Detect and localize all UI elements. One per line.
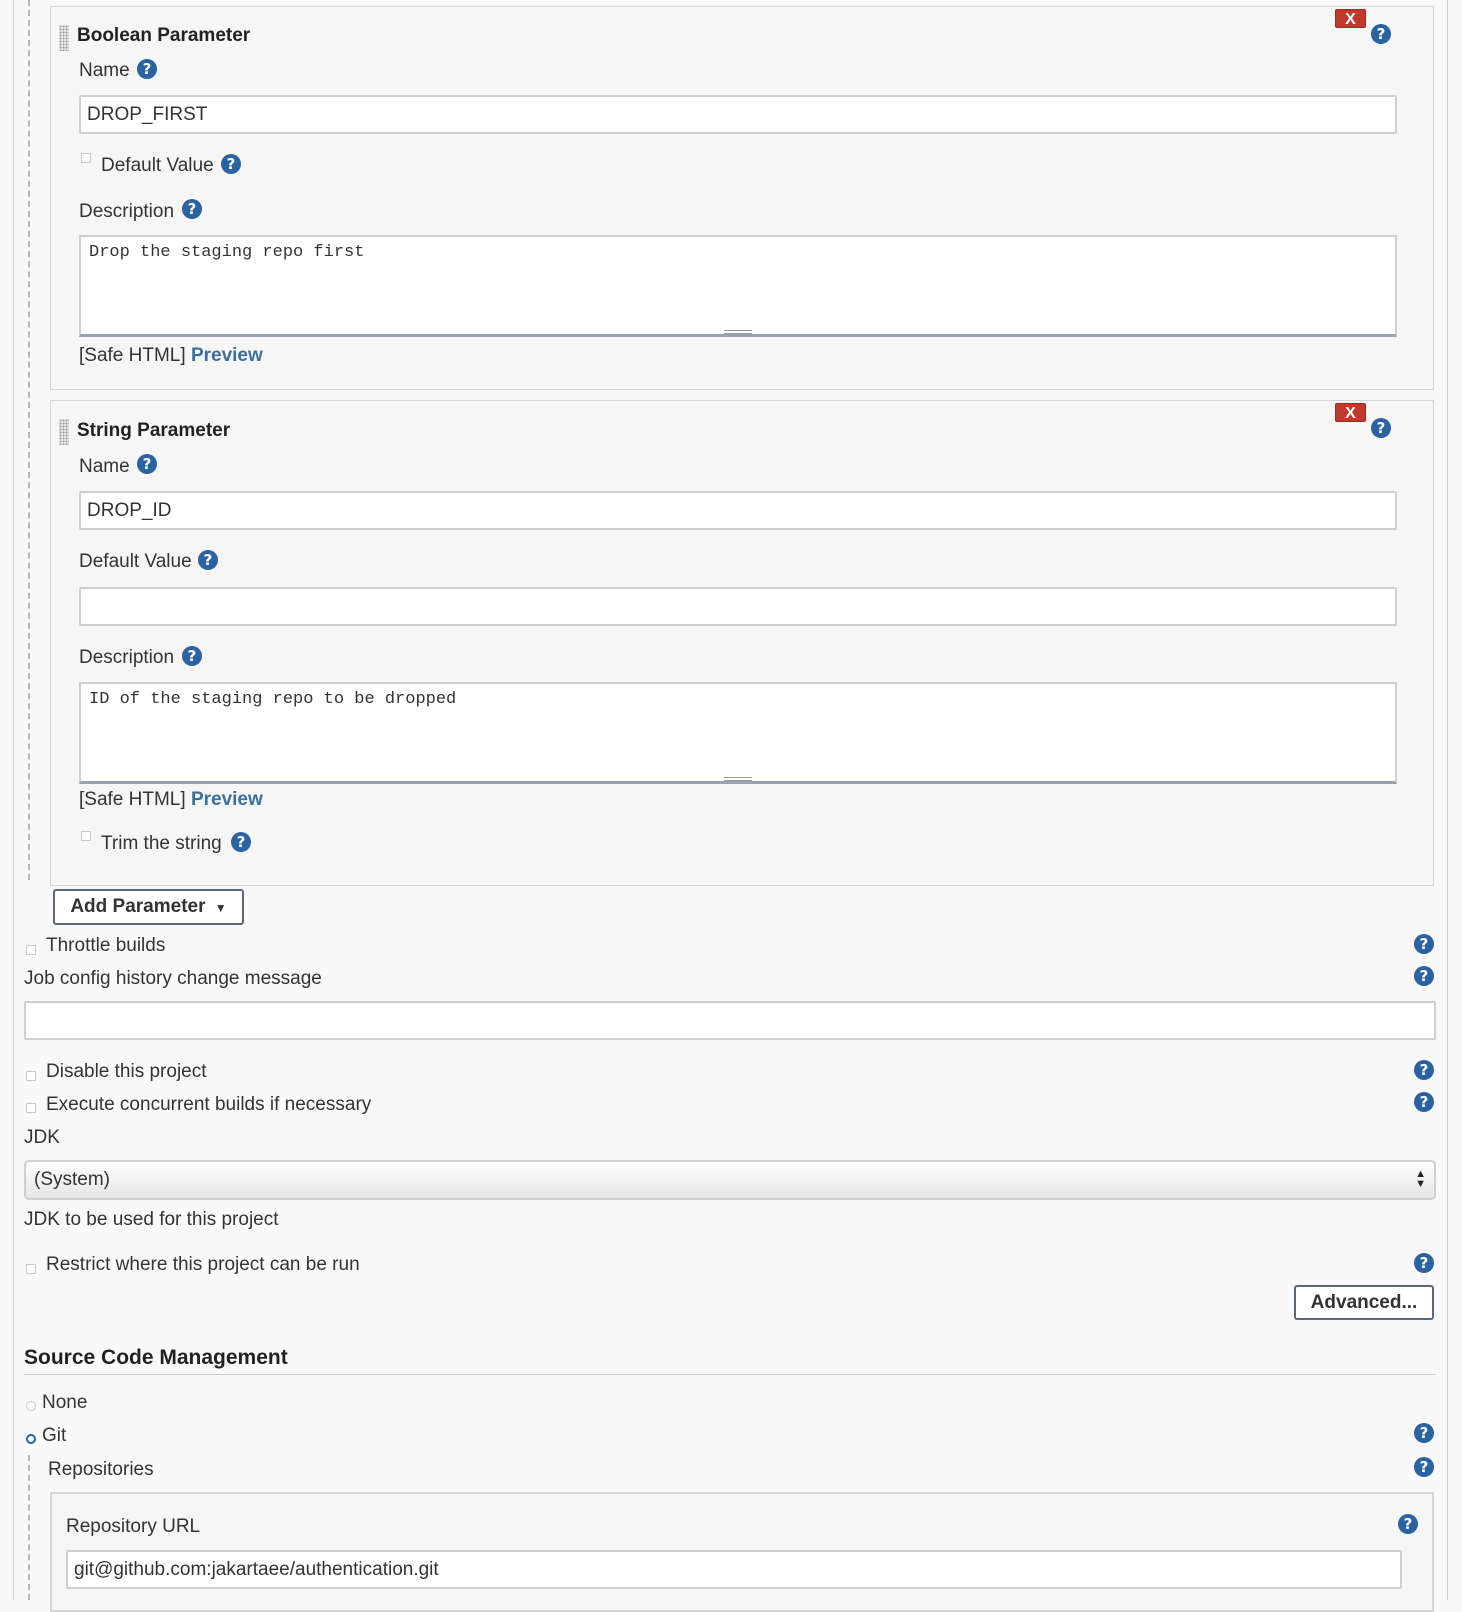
- delete-parameter-button[interactable]: X: [1335, 9, 1366, 28]
- name-input[interactable]: DROP_FIRST: [79, 95, 1397, 134]
- help-icon[interactable]: ?: [1414, 966, 1434, 986]
- throttle-builds-checkbox[interactable]: [26, 945, 36, 955]
- jdk-hint: JDK to be used for this project: [24, 1209, 279, 1230]
- advanced-button[interactable]: Advanced...: [1294, 1285, 1434, 1320]
- restrict-run-checkbox[interactable]: [26, 1264, 36, 1274]
- repository-panel: [50, 1492, 1434, 1612]
- drag-handle-icon[interactable]: [59, 419, 69, 445]
- repositories-label: Repositories: [48, 1459, 154, 1480]
- boolean-parameter-panel: [50, 6, 1434, 390]
- jdk-label: JDK: [24, 1127, 60, 1148]
- concurrent-builds-checkbox[interactable]: [26, 1103, 36, 1113]
- safe-html-note: [79, 345, 263, 367]
- help-icon[interactable]: ?: [198, 550, 218, 570]
- help-icon[interactable]: ?: [1414, 934, 1434, 954]
- scm-none-radio[interactable]: [26, 1401, 36, 1411]
- disable-project-label: Disable this project: [46, 1061, 207, 1082]
- safe-html-note: [79, 789, 263, 811]
- preview-link[interactable]: Preview: [190, 345, 263, 366]
- name-label: Name: [79, 60, 130, 81]
- default-value-input[interactable]: [79, 587, 1397, 626]
- help-icon[interactable]: ?: [221, 154, 241, 174]
- description-textarea[interactable]: [79, 235, 1397, 337]
- default-value-label: Default Value: [101, 155, 214, 176]
- restrict-run-label: Restrict where this project can be run: [46, 1254, 360, 1275]
- trim-string-checkbox[interactable]: [81, 831, 91, 841]
- trim-string-label: Trim the string: [101, 833, 222, 854]
- history-message-label: Job config history change message: [24, 968, 322, 989]
- help-icon[interactable]: ?: [1414, 1092, 1434, 1112]
- disable-project-checkbox[interactable]: [26, 1071, 36, 1081]
- scm-section-title: Source Code Management: [24, 1346, 288, 1369]
- help-icon[interactable]: ?: [231, 832, 251, 852]
- preview-link[interactable]: Preview: [190, 789, 263, 810]
- resize-handle-icon[interactable]: [724, 777, 752, 781]
- description-text: ID of the staging repo to be dropped: [89, 690, 457, 709]
- default-value-checkbox[interactable]: [81, 153, 91, 163]
- throttle-builds-label: Throttle builds: [46, 935, 166, 956]
- parameter-title: Boolean Parameter: [77, 25, 251, 46]
- repository-url-label: Repository URL: [66, 1516, 201, 1537]
- help-icon[interactable]: ?: [1371, 24, 1391, 44]
- safe-html-label: [Safe HTML]: [79, 345, 186, 366]
- help-icon[interactable]: ?: [1414, 1060, 1434, 1080]
- jdk-select[interactable]: [24, 1160, 1436, 1200]
- help-icon[interactable]: ?: [1398, 1514, 1418, 1534]
- drag-handle-icon[interactable]: [59, 25, 69, 51]
- description-label: Description: [79, 201, 175, 222]
- repository-url-input[interactable]: git@github.com:jakartaee/authentication.git: [66, 1550, 1402, 1589]
- section-divider: [24, 1374, 1436, 1375]
- help-icon[interactable]: ?: [137, 59, 157, 79]
- help-icon[interactable]: ?: [1371, 418, 1391, 438]
- help-icon[interactable]: ?: [1414, 1253, 1434, 1273]
- jdk-selected-value: (System): [34, 1169, 110, 1190]
- delete-parameter-button[interactable]: X: [1335, 403, 1366, 422]
- description-text: Drop the staging repo first: [89, 243, 365, 262]
- scm-none-label: None: [42, 1392, 88, 1413]
- scm-git-radio[interactable]: [26, 1434, 36, 1444]
- name-label: Name: [79, 456, 130, 477]
- add-parameter-label: Add Parameter: [70, 896, 206, 917]
- default-value-label: Default Value: [79, 551, 192, 572]
- select-arrows-icon: ▲ ▼: [1415, 1168, 1426, 1190]
- scm-git-label: Git: [42, 1425, 67, 1446]
- help-icon[interactable]: ?: [182, 646, 202, 666]
- help-icon[interactable]: ?: [1414, 1423, 1434, 1443]
- parameter-title: String Parameter: [77, 420, 231, 441]
- caret-down-icon: ▼: [214, 901, 227, 915]
- history-message-input[interactable]: [24, 1001, 1436, 1040]
- help-icon[interactable]: ?: [182, 199, 202, 219]
- concurrent-builds-label: Execute concurrent builds if necessary: [46, 1094, 372, 1115]
- string-parameter-panel: [50, 400, 1434, 886]
- help-icon[interactable]: ?: [1414, 1457, 1434, 1477]
- resize-handle-icon[interactable]: [724, 330, 752, 334]
- name-input[interactable]: DROP_ID: [79, 491, 1397, 530]
- nesting-guide: [28, 0, 30, 880]
- safe-html-label: [Safe HTML]: [79, 789, 186, 810]
- description-textarea[interactable]: [79, 682, 1397, 784]
- add-parameter-button[interactable]: [53, 889, 244, 925]
- nesting-guide: [28, 1455, 30, 1600]
- help-icon[interactable]: ?: [137, 454, 157, 474]
- description-label: Description: [79, 647, 175, 668]
